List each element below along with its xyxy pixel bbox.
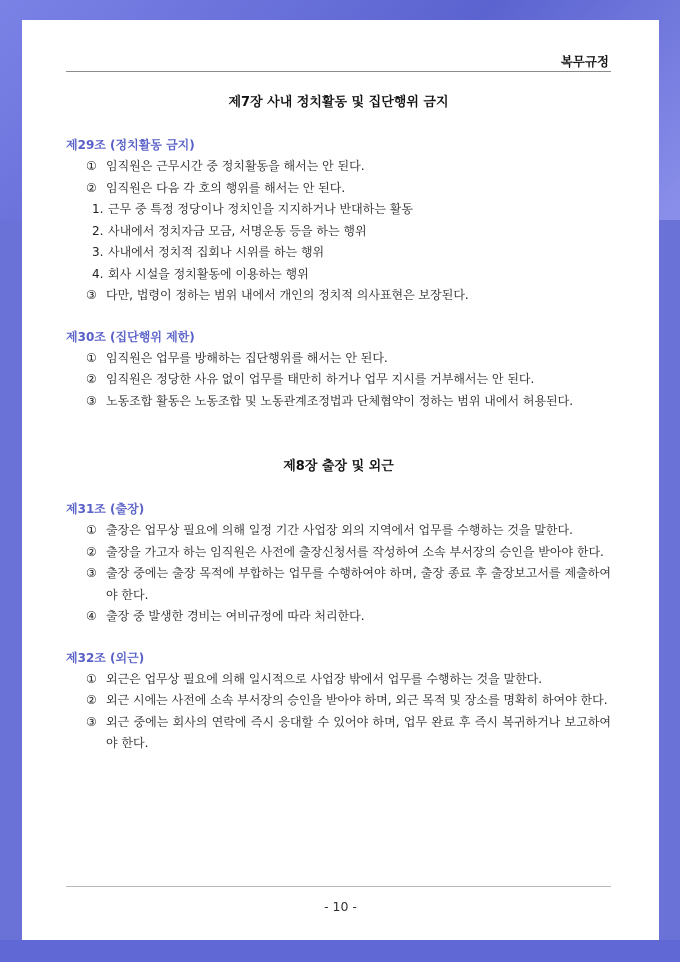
item-number: ② [86,180,97,195]
item-number: ② [86,372,97,386]
item-number: ① [86,350,97,365]
document-body [66,92,611,755]
item-text: 임직원은 업무를 방해하는 집단행위를 해서는 안 된다. [106,350,388,365]
article-title: 제29조 (정치활동 금지) [66,138,195,152]
article-29 [66,135,611,307]
item-number: ① [86,671,97,686]
item-text: 임직원은 다음 각 호의 행위를 해서는 안 된다. [106,180,346,195]
item-text: 노동조합 활동은 노동조합 및 노동관계조정법과 단체협약이 정하는 범위 내에서 허용된다. [106,393,574,408]
list-item [66,606,611,628]
footer-divider [66,886,611,887]
item-number: ① [86,523,97,537]
item-text: 출장 중에는 출장 목적에 부합하는 업무를 수행하여야 하며, 출장 종료 후 출장보고서를 제출하여야 한다. [106,566,611,602]
article-32 [66,648,611,755]
document-page [22,20,659,940]
item-text: 출장은 업무상 필요에 의해 일정 기간 사업장 외의 지역에서 업무를 수행하는 것을 말한다. [106,523,573,537]
item-text: 외근 중에는 회사의 연락에 즉시 응대할 수 있어야 하며, 업무 완료 후 즉시 복귀하거나 보고하여야 한다. [106,714,611,750]
list-item [66,369,611,391]
item-number: ④ [86,609,97,623]
sub-item-text: 근무 중 특정 정당이나 정치인을 지지하거나 반대하는 활동 [108,202,413,216]
sub-list-item [66,199,611,221]
item-text: 외근은 업무상 필요에 의해 일시적으로 사업장 밖에서 업무를 수행하는 것을 말한다. [106,671,543,686]
item-text: 임직원은 근무시간 중 정치활동을 해서는 안 된다. [106,159,365,173]
article-title: 제30조 (집단행위 제한) [66,329,195,344]
list-item [66,178,611,200]
list-item [66,156,611,178]
article-title: 제31조 (출장) [66,502,145,516]
header-divider [66,71,611,72]
sub-list-item [66,264,611,286]
sub-item-text: 사내에서 정치자금 모금, 서명운동 등을 하는 행위 [108,223,367,238]
article-title: 제32조 (외근) [66,650,145,665]
sub-list-item [66,242,611,264]
list-item [66,712,611,755]
document-header-title: 복무규정 [560,54,609,69]
item-number: ③ [86,393,97,408]
list-item [66,520,611,542]
item-number: ① [86,159,97,173]
item-text: 출장을 가고자 하는 임직원은 사전에 출장신청서를 작성하여 소속 부서장의 승인을 받아야 한다. [106,544,604,559]
item-text: 임직원은 정당한 사유 없이 업무를 태만히 하거나 업무 지시를 거부해서는 안 된다. [106,372,535,386]
article-31 [66,499,611,628]
sub-item-number: 1. [92,202,104,216]
article-30 [66,327,611,413]
item-text: 다만, 법령이 정하는 범위 내에서 개인의 정치적 의사표현은 보장된다. [106,288,469,302]
list-item [66,690,611,712]
list-item [66,542,611,564]
item-number: ③ [86,714,97,729]
item-number: ② [86,693,97,707]
sub-item-number: 3. [92,245,104,259]
item-text: 출장 중 발생한 경비는 여비규정에 따라 처리한다. [106,609,365,623]
background-bottom [0,940,680,962]
list-item [66,669,611,691]
chapter-8-title: 제8장 출장 및 외근 [283,459,394,474]
list-item [66,348,611,370]
sub-item-number: 4. [92,266,104,281]
sub-item-text: 사내에서 정치적 집회나 시위를 하는 행위 [108,245,325,259]
sub-item-text: 회사 시설을 정치활동에 이용하는 행위 [108,266,309,281]
page-number: - 10 - [324,899,357,914]
list-item [66,563,611,606]
sub-item-number: 2. [92,223,104,238]
list-item [66,285,611,307]
item-text: 외근 시에는 사전에 소속 부서장의 승인을 받아야 하며, 외근 목적 및 장소를 명확히 하여야 한다. [106,693,608,707]
item-number: ② [86,544,97,559]
chapter-7-title: 제7장 사내 정치활동 및 집단행위 금지 [228,95,449,110]
sub-list-item [66,221,611,243]
list-item [66,391,611,413]
item-number: ③ [86,566,97,580]
item-number: ③ [86,288,97,302]
